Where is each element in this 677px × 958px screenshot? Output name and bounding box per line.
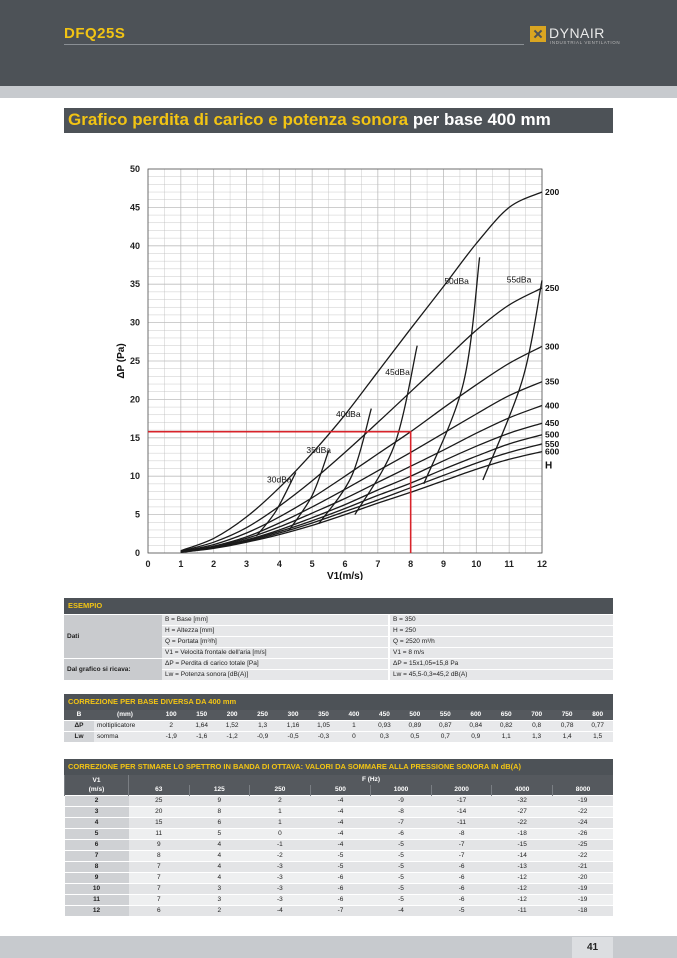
base-correction-cell: 0,5	[400, 732, 430, 743]
spectrum-v1-cell: 11	[65, 895, 129, 906]
example-definition: H = Altezza [mm]	[162, 626, 389, 637]
series-label: 500	[545, 429, 560, 440]
base-header-cell: 150	[186, 710, 216, 721]
spectrum-cell: -22	[552, 807, 613, 818]
base-header-cell: 350	[308, 710, 338, 721]
x-tick-label: 1	[178, 559, 184, 569]
base-correction-cell: -0,3	[308, 732, 338, 743]
frequency-cell: 250	[250, 785, 311, 796]
base-correction-cell: 0	[339, 732, 369, 743]
x-tick-label: 7	[375, 559, 381, 569]
frequency-cell: 125	[189, 785, 250, 796]
spectrum-cell: 6	[129, 906, 190, 917]
y-tick-label: 15	[129, 432, 140, 443]
spectrum-cell: -3	[250, 895, 311, 906]
x-tick-label: 2	[211, 559, 217, 569]
x-tick-label: 6	[342, 559, 348, 569]
spectrum-cell: 8	[189, 807, 250, 818]
example-value: H = 250	[389, 626, 613, 637]
frequency-cell: 63	[129, 785, 190, 796]
spectrum-cell: -6	[310, 895, 371, 906]
example-definition: Q = Portata [m³/h]	[162, 637, 389, 648]
spectrum-row	[65, 895, 614, 906]
spectrum-cell: 3	[189, 884, 250, 895]
base-correction-cell: -1,9	[156, 732, 186, 743]
spectrum-cell: -15	[492, 840, 553, 851]
spectrum-cell: -4	[310, 840, 371, 851]
spectrum-cell: -25	[552, 840, 613, 851]
example-row	[64, 615, 613, 626]
y-axis-label: ΔP (Pa)	[116, 343, 127, 379]
y-tick-label: 45	[129, 202, 140, 213]
base-correction-cell: 1	[339, 721, 369, 732]
base-correction-cell: 0,93	[369, 721, 399, 732]
spectrum-cell: -5	[371, 840, 432, 851]
spectrum-cell: 2	[250, 796, 311, 807]
x-tick-label: 5	[309, 559, 315, 569]
frequency-cell: 1000	[371, 785, 432, 796]
spectrum-v1-cell: 5	[65, 829, 129, 840]
example-definition: V1 = Velocità frontale dell'aria [m/s]	[162, 648, 389, 659]
y-tick-label: 0	[134, 548, 140, 558]
example-definition: ΔP = Perdita di carico totale [Pa]	[162, 659, 389, 670]
x-tick-label: 0	[145, 559, 151, 569]
y-tick-label: 25	[129, 356, 140, 366]
base-header-cell: 550	[430, 710, 460, 721]
spectrum-cell: -18	[492, 829, 553, 840]
spectrum-cell: -4	[310, 818, 371, 829]
base-header-cell: 450	[369, 710, 399, 721]
x-tick-label: 8	[408, 559, 414, 569]
model-code: DFQ25S	[64, 25, 126, 42]
spectrum-cell: -27	[492, 807, 553, 818]
y-tick-label: 10	[129, 471, 140, 482]
base-correction-cell: 0,9	[461, 732, 491, 743]
base-correction-cell: 1,52	[217, 721, 247, 732]
series-label: 200	[545, 187, 560, 198]
spectrum-cell: 25	[129, 796, 190, 807]
y-tick-label: 20	[129, 394, 140, 405]
spectrum-cell: -13	[492, 862, 553, 873]
x-tick-label: 11	[504, 559, 514, 569]
spectrum-row	[65, 807, 614, 818]
example-heading: ESEMPIO	[64, 598, 613, 614]
spectrum-table	[64, 775, 613, 916]
spectrum-cell: 1	[250, 807, 311, 818]
base-correction-cell: 0,77	[582, 721, 613, 732]
base-correction-cell: 0,8	[521, 721, 551, 732]
spectrum-cell: -5	[371, 873, 432, 884]
spectrum-cell: -24	[552, 818, 613, 829]
x-tick-label: 10	[471, 559, 482, 569]
spectrum-freq-row	[65, 785, 614, 796]
base-header-cell: B	[64, 710, 94, 721]
frequency-cell: 2000	[431, 785, 492, 796]
spectrum-cell: -20	[552, 873, 613, 884]
example-value: ΔP = 15x1,05=15,8 Pa	[389, 659, 613, 670]
base-correction-cell: ΔP	[64, 721, 94, 732]
logo-mark-icon	[530, 26, 546, 42]
spectrum-cell: 4	[189, 873, 250, 884]
series-label: 550	[545, 438, 560, 449]
base-correction-heading: CORREZIONE PER BASE DIVERSA DA 400 mm	[64, 694, 613, 710]
base-header-cell: 300	[278, 710, 308, 721]
spectrum-row	[65, 873, 614, 884]
x-tick-label: 12	[536, 559, 548, 569]
pressure-drop-chart	[110, 160, 580, 580]
spectrum-cell: -5	[371, 851, 432, 862]
page-number: 41	[572, 937, 613, 958]
series-label: 450	[545, 418, 560, 429]
example-table	[64, 614, 613, 680]
spectrum-cell: -21	[552, 862, 613, 873]
spectrum-cell: -7	[310, 906, 371, 917]
spectrum-cell: -17	[431, 796, 492, 807]
y-tick-label: 35	[129, 279, 140, 290]
spectrum-v1-cell: 12	[65, 906, 129, 917]
spectrum-cell: -4	[310, 796, 371, 807]
spectrum-cell: 4	[189, 862, 250, 873]
base-correction-cell: 1,1	[491, 732, 521, 743]
spectrum-cell: -12	[492, 884, 553, 895]
spectrum-cell: 2	[189, 906, 250, 917]
y-tick-label: 40	[129, 240, 140, 251]
base-correction-cell: 0,3	[369, 732, 399, 743]
spectrum-cell: -1	[250, 840, 311, 851]
spectrum-cell: -6	[310, 873, 371, 884]
spectrum-row	[65, 840, 614, 851]
spectrum-cell: -22	[552, 851, 613, 862]
spectrum-cell: 7	[129, 862, 190, 873]
base-correction-section	[64, 694, 613, 742]
spectrum-cell: -3	[250, 873, 311, 884]
spectrum-cell: -7	[371, 818, 432, 829]
spectrum-cell: -18	[552, 906, 613, 917]
example-value: Lw = 45,5-0,3=45,2 dB(A)	[389, 670, 613, 681]
spectrum-v1-cell: 7	[65, 851, 129, 862]
h-axis-label: H	[545, 460, 553, 472]
spectrum-cell: 15	[129, 818, 190, 829]
spectrum-cell: -9	[371, 796, 432, 807]
logo-text: DYNAIR	[549, 25, 605, 41]
spectrum-cell: -11	[492, 906, 553, 917]
base-correction-cell: Lw	[64, 732, 94, 743]
base-correction-cell: -1,2	[217, 732, 247, 743]
spectrum-row	[65, 851, 614, 862]
spectrum-cell: 7	[129, 895, 190, 906]
base-correction-cell: 1,5	[582, 732, 613, 743]
spectrum-v1-cell: 2	[65, 796, 129, 807]
spectrum-cell: -6	[371, 829, 432, 840]
base-correction-cell: 1,16	[278, 721, 308, 732]
title-part-2: per base 400 mm	[408, 110, 551, 129]
base-correction-cell: 0,7	[430, 732, 460, 743]
example-row	[64, 659, 613, 670]
spectrum-cell: -5	[310, 851, 371, 862]
base-header-cell: 500	[400, 710, 430, 721]
v1-unit: (m/s)	[88, 786, 105, 793]
base-header-row	[64, 710, 613, 721]
spectrum-cell: -14	[431, 807, 492, 818]
base-header-cell: 650	[491, 710, 521, 721]
spectrum-cell: -6	[431, 873, 492, 884]
spectrum-section	[64, 759, 613, 916]
sound-curve-label: 55dBa	[506, 274, 532, 285]
base-correction-cell: 1,3	[247, 721, 277, 732]
sound-curve-label: 40dBa	[335, 409, 361, 420]
spectrum-cell: 7	[129, 873, 190, 884]
spectrum-cell: -14	[492, 851, 553, 862]
spectrum-cell: -5	[310, 862, 371, 873]
series-label: 250	[545, 283, 560, 294]
spectrum-cell: -3	[250, 884, 311, 895]
spectrum-cell: 3	[189, 895, 250, 906]
spectrum-row	[65, 818, 614, 829]
example-value: B = 350	[389, 615, 613, 626]
sound-curve-50dBa	[424, 257, 480, 484]
spectrum-cell: -19	[552, 884, 613, 895]
base-header-cell: 400	[339, 710, 369, 721]
spectrum-cell: 6	[189, 818, 250, 829]
spectrum-cell: -6	[310, 884, 371, 895]
brand-logo	[530, 26, 620, 46]
spectrum-cell: -11	[431, 818, 492, 829]
spectrum-header-row	[65, 775, 614, 785]
base-correction-cell: 0,82	[491, 721, 521, 732]
spectrum-cell: -12	[492, 895, 553, 906]
base-correction-cell: moltiplicatore	[94, 721, 156, 732]
spectrum-cell: -8	[431, 829, 492, 840]
spectrum-cell: -3	[250, 862, 311, 873]
sound-curve-label: 50dBa	[444, 276, 469, 287]
frequency-label: F (Hz)	[129, 775, 614, 785]
base-header-cell: 600	[461, 710, 491, 721]
y-tick-label: 5	[134, 509, 140, 520]
base-correction-cell: 2	[156, 721, 186, 732]
base-correction-cell: 1,05	[308, 721, 338, 732]
spectrum-cell: -5	[371, 895, 432, 906]
base-correction-cell: -0,5	[278, 732, 308, 743]
spectrum-cell: 9	[129, 840, 190, 851]
frequency-cell: 8000	[552, 785, 613, 796]
spectrum-cell: -32	[492, 796, 553, 807]
header-rule	[64, 44, 524, 45]
spectrum-cell: 0	[250, 829, 311, 840]
x-axis-label: V1(m/s)	[326, 571, 364, 580]
spectrum-cell: -5	[431, 906, 492, 917]
base-correction-cell: somma	[94, 732, 156, 743]
sound-curve-label: 45dBa	[385, 366, 410, 377]
y-tick-label: 50	[129, 164, 140, 174]
spectrum-row	[65, 829, 614, 840]
dati-label: Dati	[64, 615, 162, 659]
spectrum-cell: -4	[310, 807, 371, 818]
series-label: 350	[545, 376, 560, 387]
frequency-cell: 4000	[492, 785, 553, 796]
spectrum-v1-cell: 4	[65, 818, 129, 829]
spectrum-heading: CORREZIONE PER STIMARE LO SPETTRO IN BANDA DI OTTAVA: VALORI DA SOMMARE ALLA PRESSIONE SONORA IN dB(A)	[64, 759, 613, 775]
spectrum-v1-cell: 10	[65, 884, 129, 895]
base-header-cell: 800	[582, 710, 613, 721]
spectrum-cell: 4	[189, 840, 250, 851]
spectrum-cell: 1	[250, 818, 311, 829]
ricava-label: Dal grafico si ricava:	[64, 659, 162, 681]
base-correction-cell: 1,4	[552, 732, 582, 743]
base-header-cell: 100	[156, 710, 186, 721]
example-definition: B = Base [mm]	[162, 615, 389, 626]
example-value: V1 = 8 m/s	[389, 648, 613, 659]
x-tick-label: 9	[440, 559, 447, 569]
spectrum-cell: 4	[189, 851, 250, 862]
spectrum-v1-cell: 6	[65, 840, 129, 851]
base-correction-cell: -1,6	[186, 732, 216, 743]
frequency-cell: 500	[310, 785, 371, 796]
spectrum-cell: -4	[250, 906, 311, 917]
series-label: 300	[545, 341, 560, 352]
example-section	[64, 598, 613, 680]
spectrum-cell: -5	[371, 884, 432, 895]
spectrum-cell: -19	[552, 796, 613, 807]
base-header-cell: 750	[552, 710, 582, 721]
header-strip	[0, 86, 677, 98]
y-tick-label: 30	[129, 317, 140, 328]
spectrum-cell: -4	[371, 906, 432, 917]
spectrum-cell: -6	[431, 895, 492, 906]
base-correction-cell: 0,78	[552, 721, 582, 732]
spectrum-cell: -2	[250, 851, 311, 862]
base-correction-cell: -0,9	[247, 732, 277, 743]
logo-subtitle: INDUSTRIAL VENTILATION	[550, 40, 621, 45]
base-correction-table	[64, 710, 613, 742]
spectrum-cell: -4	[310, 829, 371, 840]
spectrum-cell: -8	[371, 807, 432, 818]
spectrum-v1-cell: 3	[65, 807, 129, 818]
base-header-cell: 200	[217, 710, 247, 721]
spectrum-v1-cell: 9	[65, 873, 129, 884]
title-part-1: Grafico perdita di carico e potenza sonora	[68, 110, 409, 129]
series-label: 400	[545, 400, 560, 411]
spectrum-cell: -5	[371, 862, 432, 873]
spectrum-v1-cell: 8	[65, 862, 129, 873]
base-correction-cell: 0,84	[461, 721, 491, 732]
spectrum-cell: 9	[189, 796, 250, 807]
sound-curve-label: 30dBa	[267, 474, 292, 485]
sound-curve-label: 35dBa	[306, 445, 332, 456]
base-correction-cell: 1,3	[521, 732, 551, 743]
spectrum-row	[65, 884, 614, 895]
spectrum-cell: 5	[189, 829, 250, 840]
spectrum-cell: -12	[492, 873, 553, 884]
base-correction-cell: 1,64	[186, 721, 216, 732]
base-header-cell: (mm)	[94, 710, 156, 721]
base-correction-cell: 0,87	[430, 721, 460, 732]
spectrum-row	[65, 906, 614, 917]
spectrum-cell: 8	[129, 851, 190, 862]
spectrum-cell: -22	[492, 818, 553, 829]
example-value: Q = 2520 m³/h	[389, 637, 613, 648]
spectrum-cell: -7	[431, 851, 492, 862]
spectrum-cell: -6	[431, 862, 492, 873]
base-correction-row	[64, 721, 613, 732]
v1-label: V1	[92, 777, 101, 784]
spectrum-cell: 20	[129, 807, 190, 818]
spectrum-row	[65, 862, 614, 873]
spectrum-row	[65, 796, 614, 807]
spectrum-cell: -26	[552, 829, 613, 840]
x-tick-label: 4	[276, 559, 282, 569]
base-correction-cell: 0,89	[400, 721, 430, 732]
base-correction-row	[64, 732, 613, 743]
base-header-cell: 700	[521, 710, 551, 721]
base-header-cell: 250	[247, 710, 277, 721]
spectrum-cell: -6	[431, 884, 492, 895]
section-title	[64, 108, 613, 133]
spectrum-cell: -19	[552, 895, 613, 906]
v1-header	[65, 775, 129, 796]
series-label: 600	[545, 446, 560, 457]
spectrum-cell: 7	[129, 884, 190, 895]
spectrum-cell: -7	[431, 840, 492, 851]
example-definition: Lw = Potenza sonora [dB(A)]	[162, 670, 389, 681]
spectrum-cell: 11	[129, 829, 190, 840]
x-tick-label: 3	[243, 559, 250, 569]
